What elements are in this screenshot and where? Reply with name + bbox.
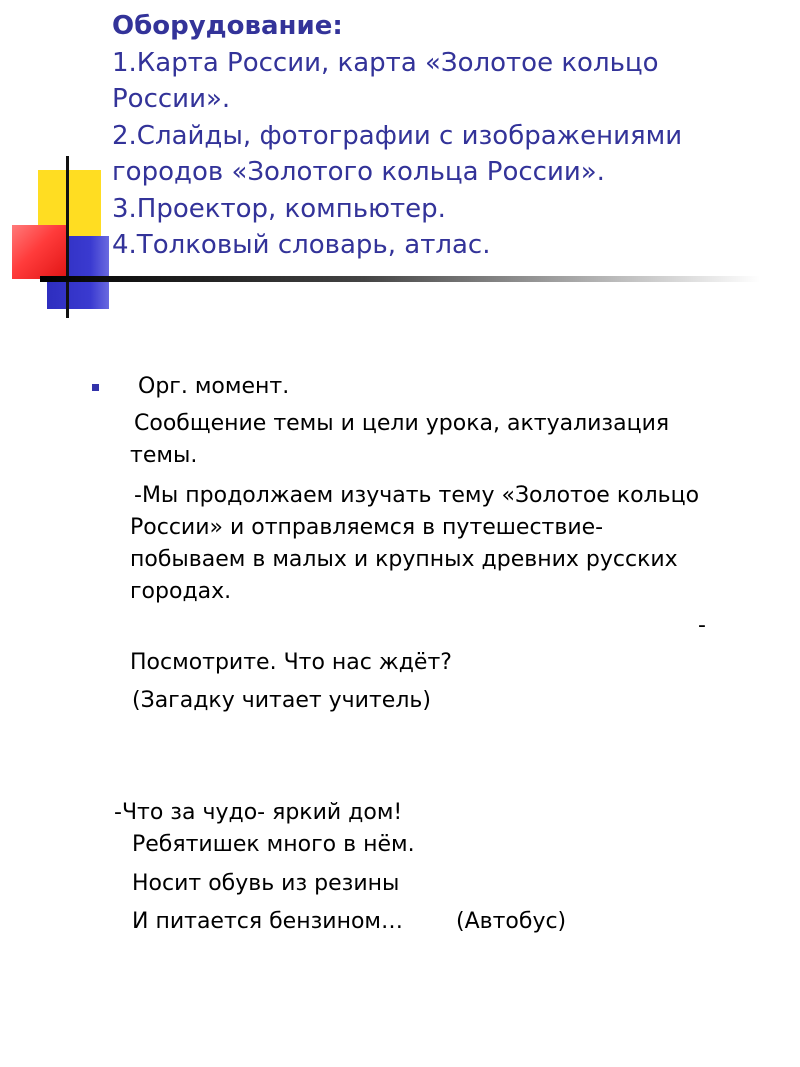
title-line: 2.Слайды, фотографии с изображениями [112, 120, 683, 151]
topic-line: темы. [130, 443, 198, 468]
riddle-line: -Что за чудо- яркий дом! [114, 800, 403, 825]
title-line: России». [112, 84, 231, 114]
intro-line: побываем в малых и крупных древних русских [130, 547, 678, 572]
riddle-line: И питается бензином… [132, 909, 404, 934]
riddle-line: Носит обувь из резины [132, 871, 400, 896]
bullet-icon [92, 384, 99, 391]
title-line: 4.Толковый словарь, атлас. [112, 230, 491, 260]
riddle-line: Ребятишек много в нём. [132, 832, 415, 857]
title-line: 3.Проектор, компьютер. [112, 193, 446, 224]
intro-line: городах. [130, 579, 232, 604]
topic-line: Сообщение темы и цели урока, актуализация [134, 411, 670, 436]
intro-line: -Мы продолжаем изучать тему «Золотое кольцо [134, 483, 700, 508]
riddle-answer: (Автобус) [456, 909, 567, 934]
org-moment: Орг. момент. [138, 374, 290, 399]
title-line: городов «Золотого кольца России». [112, 157, 605, 187]
dash: - [698, 613, 706, 638]
title-line: 1.Карта России, карта «Золотое кольцо [112, 47, 659, 78]
title-heading: Оборудование: [112, 11, 343, 41]
look-line: Посмотрите. Что нас ждёт? [130, 650, 452, 675]
intro-line: России» и отправляемся в путешествие- [130, 515, 604, 540]
riddle-note: (Загадку читает учитель) [132, 688, 431, 713]
